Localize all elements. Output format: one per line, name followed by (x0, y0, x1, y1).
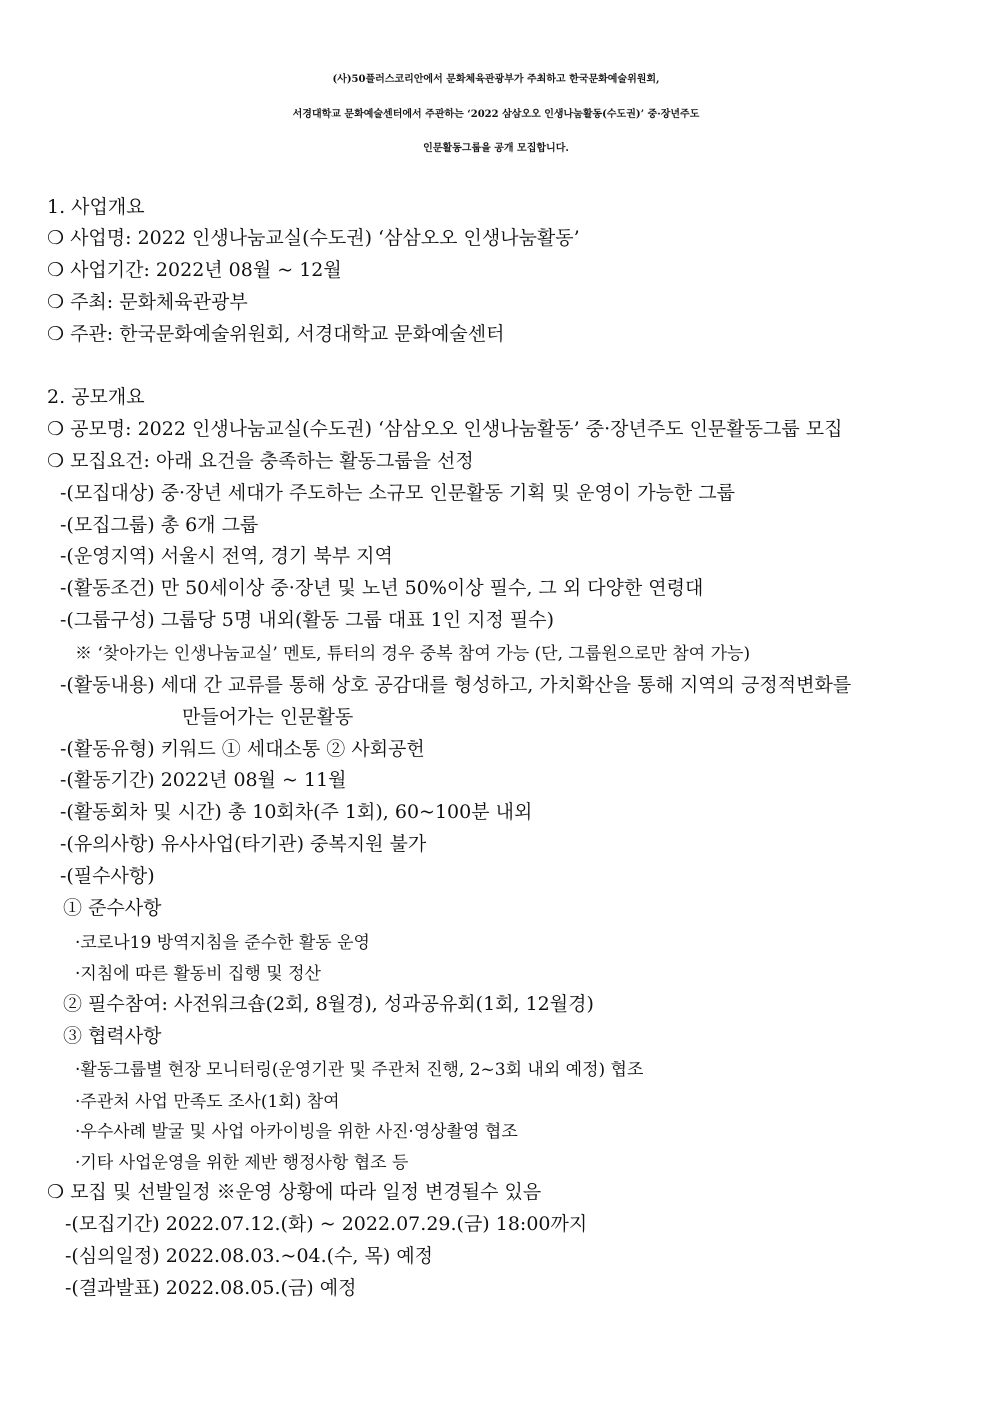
section2-cautions: -(유의사항) 유사사업(타기관) 중복지원 불가 (60, 833, 427, 855)
cooperation-survey: ·주관처 사업 만족도 조사(1회) 참여 (75, 1092, 340, 1112)
section2-composition: -(그룹구성) 그룹당 5명 내외(활동 그룹 대표 1인 지정 필수) (60, 609, 554, 631)
schedule-review: -(심의일정) 2022.08.03.~04.(수, 목) 예정 (65, 1245, 434, 1267)
section2-mandatory: -(필수사항) (60, 865, 155, 887)
section2-conditions: -(활동조건) 만 50세이상 중·장년 및 노년 50%이상 필수, 그 외 다양한 연령대 (60, 577, 704, 599)
section1-item-period: ❍ 사업기간: 2022년 08월 ~ 12월 (47, 259, 342, 281)
section2-type: -(활동유형) 키워드 ① 세대소통 ② 사회공헌 (60, 738, 425, 760)
cooperation-monitoring: ·활동그룹별 현장 모니터링(운영기관 및 주관처 진행, 2~3회 내외 예정) 협조 (75, 1060, 644, 1080)
section2-title: 2. 공모개요 (47, 386, 145, 408)
section1-item-host: ❍ 주최: 문화체육관광부 (47, 291, 248, 313)
compliance-budget: ·지침에 따른 활동비 집행 및 정산 (75, 964, 321, 984)
header-line-1: (사)50플러스코리안에서 문화체육관광부가 주최하고 한국문화예술위원회, (332, 74, 660, 85)
mandatory-compliance: ① 준수사항 (63, 897, 162, 919)
section1-item-organizer: ❍ 주관: 한국문화예술위원회, 서경대학교 문화예술센터 (47, 323, 505, 345)
section2-contest-name: ❍ 공모명: 2022 인생나눔교실(수도권) ‘삼삼오오 인생나눔활동’ 중·장년주도 인문활동그룹 모집 (47, 418, 843, 440)
section2-requirements: ❍ 모집요건: 아래 요건을 충족하는 활동그룹을 선정 (47, 450, 474, 472)
header-line-3: 인문활동그룹을 공개 모집합니다. (423, 143, 569, 154)
section2-groups: -(모집그룹) 총 6개 그룹 (60, 514, 259, 536)
section1-item-name: ❍ 사업명: 2022 인생나눔교실(수도권) ‘삼삼오오 인생나눔활동’ (47, 227, 580, 249)
section2-target: -(모집대상) 중·장년 세대가 주도하는 소규모 인문활동 기획 및 운영이 가능한 그룹 (60, 482, 736, 504)
schedule-announcement: -(결과발표) 2022.08.05.(금) 예정 (65, 1277, 357, 1299)
section2-note: ※ ‘찾아가는 인생나눔교실’ 멘토, 튜터의 경우 중복 참여 가능 (단, 그룹원으로만 참여 가능) (75, 644, 751, 664)
mandatory-participation: ② 필수참여: 사전워크숍(2회, 8월경), 성과공유회(1회, 12월경) (63, 993, 594, 1015)
mandatory-cooperation: ③ 협력사항 (63, 1025, 162, 1047)
header-line-2: 서경대학교 문화예술센터에서 주관하는 ‘2022 삼삼오오 인생나눔활동(수도권)’ 중·장년주도 (292, 109, 700, 120)
section2-content: -(활동내용) 세대 간 교류를 통해 상호 공감대를 형성하고, 가치확산을 통해 지역의 긍정적변화를 (60, 674, 852, 696)
section2-content-cont: 만들어가는 인문활동 (182, 706, 354, 728)
cooperation-admin: ·기타 사업운영을 위한 제반 행정사항 협조 등 (75, 1153, 409, 1173)
section2-activity-period: -(활동기간) 2022년 08월 ~ 11월 (60, 769, 347, 791)
section1-title: 1. 사업개요 (47, 196, 145, 218)
section2-sessions: -(활동회차 및 시간) 총 10회차(주 1회), 60~100분 내외 (60, 801, 533, 823)
section2-schedule: ❍ 모집 및 선발일정 ※운영 상황에 따라 일정 변경될수 있음 (47, 1181, 542, 1203)
schedule-recruitment: -(모집기간) 2022.07.12.(화) ~ 2022.07.29.(금) 18:00까지 (65, 1213, 588, 1235)
compliance-covid: ·코로나19 방역지침을 준수한 활동 운영 (75, 933, 370, 953)
cooperation-archiving: ·우수사례 발굴 및 사업 아카이빙을 위한 사진·영상촬영 협조 (75, 1122, 518, 1142)
section2-region: -(운영지역) 서울시 전역, 경기 북부 지역 (60, 545, 393, 567)
